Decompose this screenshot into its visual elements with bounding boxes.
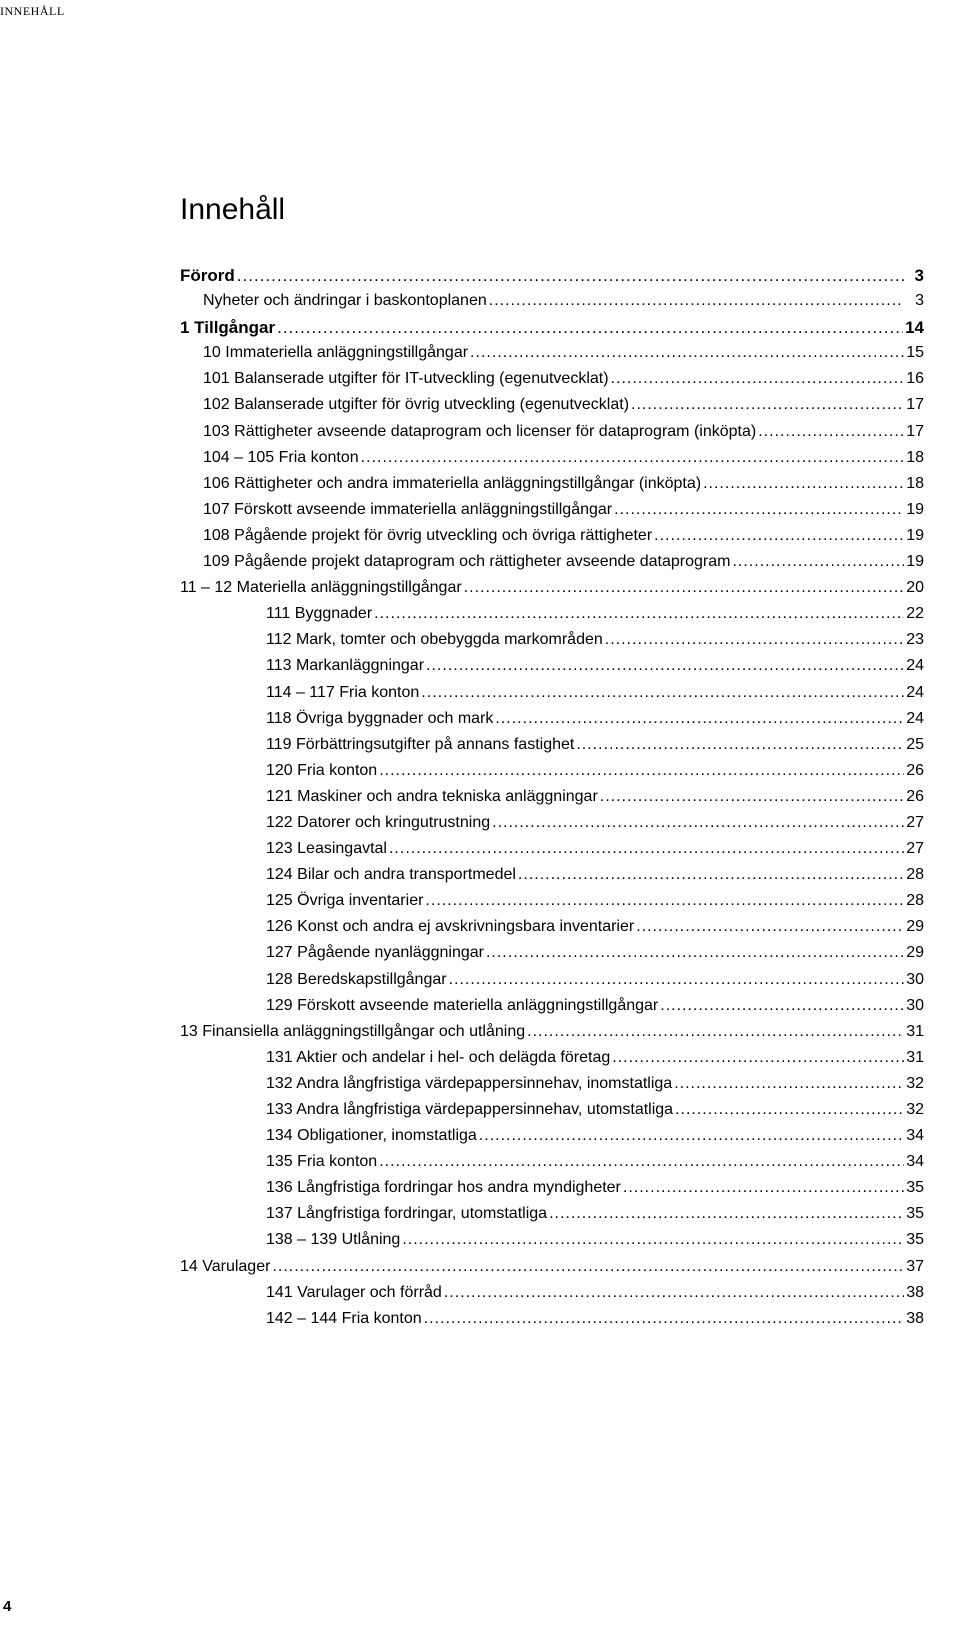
toc-entry[interactable] — [180, 1075, 924, 1101]
toc-entry-label: 14 Varulager — [180, 1257, 271, 1275]
dot-leader — [464, 579, 904, 597]
toc-entry[interactable] — [180, 501, 924, 527]
dot-leader — [426, 657, 904, 675]
dot-leader — [470, 344, 904, 362]
toc-entry[interactable] — [180, 605, 924, 631]
dot-leader — [425, 892, 904, 910]
page-title: Innehåll — [180, 193, 286, 226]
toc-entry-page: 24 — [906, 657, 924, 675]
toc-entry[interactable] — [180, 866, 924, 892]
dot-leader — [636, 918, 904, 936]
toc-entry[interactable] — [180, 1179, 924, 1205]
toc-entry-page: 38 — [906, 1283, 924, 1301]
toc-entry[interactable] — [180, 971, 924, 997]
toc-entry[interactable] — [180, 918, 924, 944]
toc-entry-page: 19 — [906, 500, 924, 518]
dot-leader — [479, 1127, 904, 1145]
dot-leader — [486, 944, 904, 962]
toc-entry-label: 106 Rättigheter och andra immateriella anläggningstillgångar (inköpta) — [203, 474, 702, 492]
toc-entry[interactable] — [180, 1205, 924, 1231]
running-header: INNEHÅLL — [0, 4, 65, 18]
toc-entry[interactable] — [180, 1231, 924, 1257]
dot-leader — [611, 370, 904, 388]
toc-entry[interactable] — [180, 266, 924, 292]
toc-entry-label: 109 Pågående projekt dataprogram och rättigheter avseende dataprogram — [203, 553, 731, 571]
dot-leader — [421, 684, 904, 702]
toc-entry[interactable] — [180, 292, 924, 318]
dot-leader — [631, 396, 904, 414]
toc-entry-label: 103 Rättigheter avseende dataprogram och licenser för dataprogram (inköpta) — [203, 422, 757, 440]
toc-entry-page: 27 — [906, 813, 924, 831]
toc-entry-page: 18 — [906, 474, 924, 492]
toc-entry-page: 24 — [906, 709, 924, 727]
toc-entry-page: 25 — [906, 735, 924, 753]
toc-entry-label: 104 – 105 Fria konton — [203, 448, 359, 466]
toc-entry-page: 34 — [906, 1153, 924, 1171]
dot-leader — [489, 292, 904, 310]
toc-entry-page: 26 — [906, 787, 924, 805]
toc-entry-page: 28 — [906, 892, 924, 910]
dot-leader — [614, 501, 904, 519]
toc-entry-page: 14 — [905, 318, 924, 338]
toc-entry[interactable] — [180, 449, 924, 475]
toc-entry-label: 119 Förbättringsutgifter på annans fastighet — [266, 735, 575, 753]
toc-entry-page: 17 — [906, 422, 924, 440]
toc-entry-label: 121 Maskiner och andra tekniska anläggningar — [266, 787, 598, 805]
toc-entry-page: 32 — [906, 1101, 924, 1118]
dot-leader — [654, 527, 904, 545]
toc-entry-label: 128 Beredskapstillgångar — [266, 970, 447, 988]
toc-entry-label: 124 Bilar och andra transportmedel — [266, 866, 516, 884]
toc-entry-label: 138 – 139 Utlåning — [266, 1231, 401, 1249]
toc-entry-label: 107 Förskott avseende immateriella anläggningstillgångar — [203, 500, 613, 518]
toc-entry-page: 3 — [915, 292, 924, 310]
toc-entry-label: 132 Andra långfristiga värdepappersinnehav, inomstatliga — [266, 1074, 673, 1092]
toc-entry-page: 35 — [906, 1205, 924, 1223]
dot-leader — [674, 1075, 904, 1093]
toc-entry-label: 102 Balanserade utgifter för övrig utveckling (egenutvecklat) — [203, 396, 630, 414]
toc-entry-label: 123 Leasingavtal — [266, 840, 387, 858]
toc-entry-label: 141 Varulager och förråd — [266, 1283, 442, 1301]
toc-entry-page: 24 — [906, 683, 924, 701]
dot-leader — [605, 631, 904, 649]
toc-entry-label: 113 Markanläggningar — [266, 657, 425, 675]
toc-entry-page: 30 — [906, 970, 924, 988]
toc-entry[interactable] — [180, 1101, 924, 1127]
toc-entry-page: 29 — [906, 918, 924, 936]
page-number: 4 — [3, 1598, 12, 1615]
toc-entry[interactable] — [180, 997, 924, 1023]
dot-leader — [277, 318, 903, 338]
toc-entry-label: 126 Konst och andra ej avskrivningsbara inventarier — [266, 918, 635, 936]
toc-entry-page: 16 — [906, 370, 924, 388]
toc-entry-label: 136 Långfristiga fordringar hos andra myndigheter — [266, 1179, 621, 1197]
table-of-contents — [180, 266, 924, 1336]
toc-entry[interactable] — [180, 1284, 924, 1310]
dot-leader — [758, 423, 904, 441]
toc-entry[interactable] — [180, 788, 924, 814]
toc-entry-label: 108 Pågående projekt för övrig utveckling och övriga rättigheter — [203, 526, 653, 544]
toc-entry[interactable] — [180, 1023, 924, 1049]
toc-entry-label: 135 Fria konton — [266, 1153, 378, 1171]
dot-leader — [374, 605, 904, 623]
dot-leader — [389, 840, 904, 858]
toc-entry-page: 34 — [906, 1127, 924, 1145]
toc-entry-label: 112 Mark, tomter och obebyggda markområden — [266, 631, 603, 649]
toc-entry-page: 22 — [906, 605, 924, 623]
toc-entry[interactable] — [180, 370, 924, 396]
toc-entry-page: 26 — [906, 761, 924, 779]
dot-leader — [576, 736, 904, 754]
toc-entry[interactable] — [180, 1310, 924, 1336]
dot-leader — [612, 1049, 904, 1067]
dot-leader — [600, 788, 904, 806]
toc-entry[interactable] — [180, 631, 924, 657]
toc-entry-page: 19 — [906, 553, 924, 571]
toc-entry[interactable] — [180, 344, 924, 370]
dot-leader — [495, 710, 904, 728]
dot-leader — [402, 1231, 904, 1249]
toc-entry[interactable] — [180, 710, 924, 736]
dot-leader — [623, 1179, 904, 1197]
toc-entry-page: 37 — [906, 1257, 924, 1275]
toc-entry-label: 127 Pågående nyanläggningar — [266, 944, 484, 962]
toc-entry[interactable] — [180, 944, 924, 970]
toc-entry-page: 15 — [906, 344, 924, 362]
dot-leader — [379, 1153, 904, 1171]
toc-entry[interactable] — [180, 892, 924, 918]
toc-entry-label: 133 Andra långfristiga värdepappersinnehav, utomstatliga — [266, 1101, 674, 1118]
toc-entry[interactable] — [180, 527, 924, 553]
toc-entry[interactable] — [180, 1049, 924, 1075]
dot-leader — [444, 1284, 904, 1302]
toc-entry-page: 31 — [906, 1048, 924, 1066]
toc-entry-page: 38 — [906, 1309, 924, 1327]
toc-entry[interactable] — [180, 579, 924, 605]
dot-leader — [424, 1310, 904, 1328]
toc-entry[interactable] — [180, 1127, 924, 1153]
dot-leader — [449, 971, 904, 989]
toc-entry-page: 27 — [906, 840, 924, 858]
toc-entry-label: 111 Byggnader — [266, 605, 373, 623]
toc-entry[interactable] — [180, 423, 924, 449]
toc-entry[interactable] — [180, 1258, 924, 1284]
toc-entry-label: 142 – 144 Fria konton — [266, 1309, 422, 1327]
toc-entry-page: 29 — [906, 944, 924, 962]
dot-leader — [379, 762, 904, 780]
dot-leader — [660, 997, 904, 1015]
toc-entry-page: 3 — [914, 266, 924, 285]
toc-entry-page: 32 — [906, 1074, 924, 1092]
toc-entry-label: 134 Obligationer, inomstatliga — [266, 1127, 477, 1145]
toc-entry-page: 35 — [906, 1231, 924, 1249]
toc-entry-page: 18 — [906, 448, 924, 466]
toc-entry-label: Nyheter och ändringar i baskontoplanen — [203, 292, 487, 310]
toc-entry-label: 10 Immateriella anläggningstillgångar — [203, 344, 469, 362]
toc-entry-label: Förord — [180, 266, 235, 285]
toc-entry-label: 11 – 12 Materiella anläggningstillgångar — [180, 579, 462, 597]
dot-leader — [237, 266, 904, 286]
toc-entry-page: 28 — [906, 866, 924, 884]
toc-entry-page: 23 — [906, 631, 924, 649]
toc-entry[interactable] — [180, 762, 924, 788]
toc-entry[interactable] — [180, 553, 924, 579]
toc-entry-page: 19 — [906, 526, 924, 544]
dot-leader — [492, 814, 904, 832]
dot-leader — [527, 1023, 904, 1041]
toc-entry-label: 131 Aktier och andelar i hel- och delägda företag — [266, 1048, 611, 1066]
dot-leader — [732, 553, 904, 571]
toc-entry[interactable] — [180, 318, 924, 344]
dot-leader — [703, 475, 904, 493]
dot-leader — [549, 1205, 904, 1223]
toc-entry[interactable] — [180, 657, 924, 683]
toc-entry[interactable] — [180, 840, 924, 866]
dot-leader — [361, 449, 904, 467]
dot-leader — [675, 1101, 904, 1119]
toc-entry-label: 122 Datorer och kringutrustning — [266, 813, 491, 831]
toc-entry-page: 31 — [906, 1022, 924, 1040]
toc-entry-label: 118 Övriga byggnader och mark — [266, 709, 494, 727]
toc-entry[interactable] — [180, 396, 924, 422]
toc-entry-label: 114 – 117 Fria konton — [266, 683, 420, 701]
toc-entry[interactable] — [180, 684, 924, 710]
toc-entry-page: 35 — [906, 1179, 924, 1197]
toc-entry[interactable] — [180, 1153, 924, 1179]
toc-entry[interactable] — [180, 736, 924, 762]
dot-leader — [518, 866, 904, 884]
toc-entry-label: 101 Balanserade utgifter för IT-utveckling (egenutvecklat) — [203, 370, 609, 388]
toc-entry-page: 30 — [906, 996, 924, 1014]
toc-entry-label: 125 Övriga inventarier — [266, 892, 424, 910]
toc-entry[interactable] — [180, 814, 924, 840]
toc-entry-label: 137 Långfristiga fordringar, utomstatliga — [266, 1205, 548, 1223]
toc-entry-label: 13 Finansiella anläggningstillgångar och utlåning — [180, 1022, 526, 1040]
toc-entry-label: 120 Fria konton — [266, 761, 378, 779]
toc-entry-page: 20 — [906, 579, 924, 597]
dot-leader — [272, 1258, 904, 1276]
toc-entry-label: 129 Förskott avseende materiella anläggningstillgångar — [266, 996, 659, 1014]
toc-entry[interactable] — [180, 475, 924, 501]
toc-entry-page: 17 — [906, 396, 924, 414]
toc-entry-label: 1 Tillgångar — [180, 318, 276, 338]
